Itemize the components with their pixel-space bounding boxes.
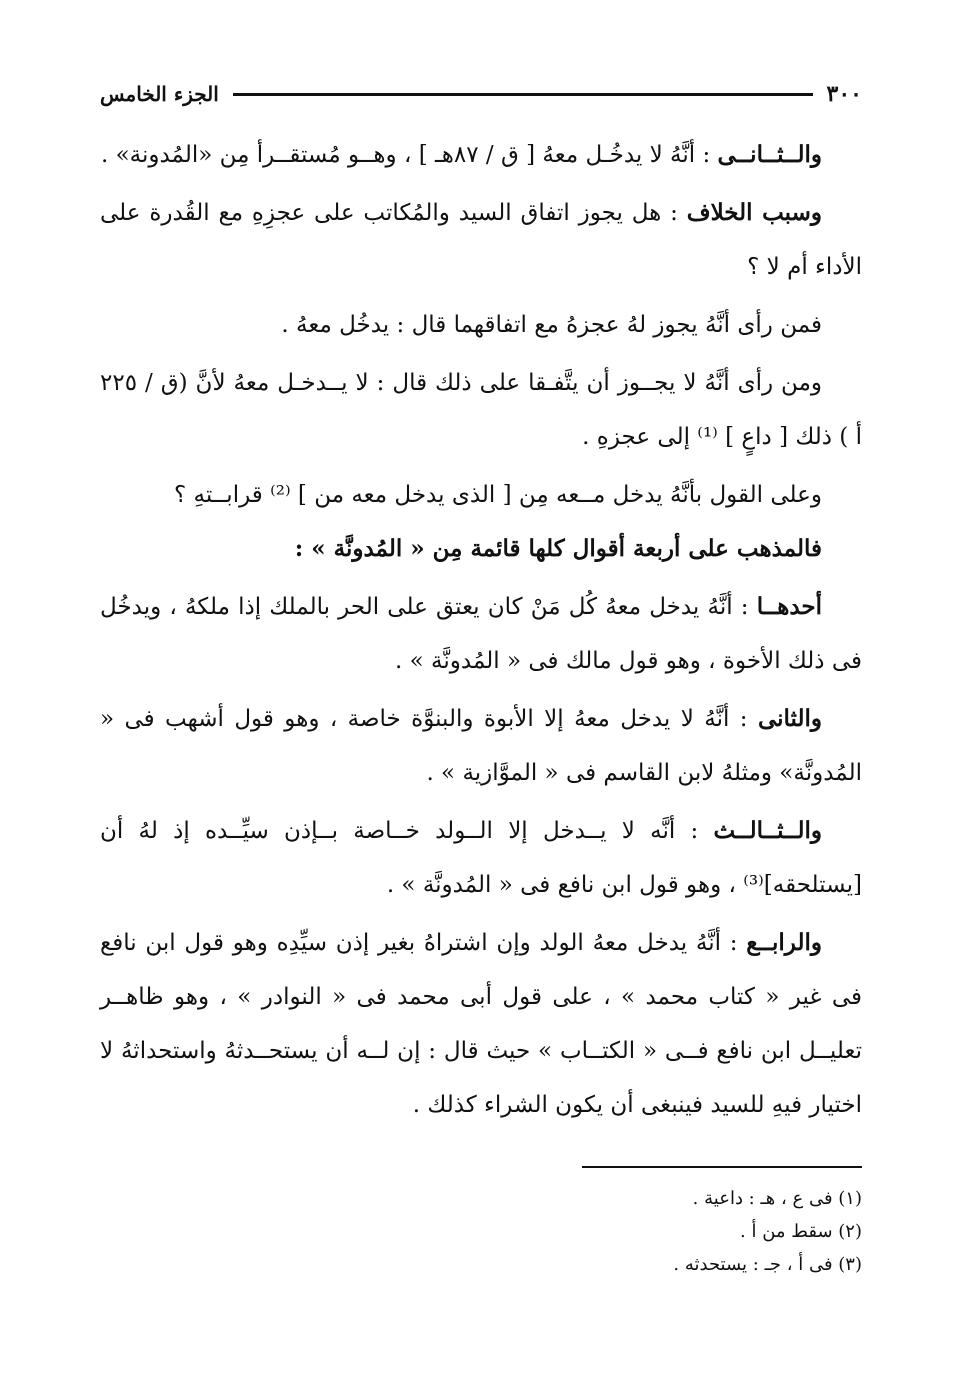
- paragraph-opinion-two: [100, 692, 862, 800]
- header-rule: [233, 93, 813, 96]
- paragraph-opinion-four: [100, 916, 862, 1132]
- paragraph-text: : أنَّهُ لا يدخل معهُ إلا الأبوة والبنوَّة خاصة ، وهو قول أشهب فى « المُدونَّة» ومثلهُ لابن القاسم فى « الموَّازية » .: [100, 706, 862, 786]
- paragraph-second-opinion: [100, 128, 862, 182]
- paragraph-text: : أنَّهُ يدخل معهُ كُل مَنْ كان يعتق على الحر بالملك إذا ملكهُ ، ويدخُل فى ذلك الأخوة ، وهو قول مالك فى « المُدونَّة » .: [100, 594, 862, 674]
- page-number: ٣٠٠: [826, 81, 862, 107]
- footnote-item: (١) فى ع ، هـ : داعية .: [692, 1188, 862, 1209]
- page-header: [100, 74, 862, 114]
- paragraph-first-view: [100, 298, 862, 352]
- paragraph-text: : أنَّهُ لا يدخُـل معهُ [ ق / ٨٧هـ ] ، وهــو مُستقــرأ مِن «المُدونة» .: [100, 142, 718, 168]
- paragraph-text: فمن رأى أنَّهُ يجوز لهُ عجزهُ مع اتفاقهما قال : يدخُل معهُ .: [281, 312, 822, 338]
- paragraph-text: : أنَّهُ يدخل معهُ الولد وإن اشتراهُ بغير إذن سيِّدِه وهو قول ابن نافع فى غير « كتاب محمد » ، على قول أبى محمد فى « النوادر » ، وهو ظاهــر تعليــل ابن نافع فــى « الكتــاب » حيث قال : إن لــه أن يستحــدثهُ واستحداثهُ لا اختيار فيهِ للسيد فينبغى أن يكون الشراء كذلك .: [100, 930, 862, 1118]
- paragraph-text: ومن رأى أنَّهُ لا يجــوز أن يتَّفـقا على ذلك قال : لا يــدخـل معهُ لأنَّ (ق / ٢٢٥ أ ) ذلك [ داعٍ ] ⁽¹⁾ إلى عجزهِ .: [100, 370, 862, 450]
- paragraph-lead: أحدهــا: [756, 593, 822, 620]
- paragraph-text: : هل يجوز اتفاق السيد والمُكاتب على عجزِهِ مع القُدرة على الأداء أم لا ؟: [100, 200, 862, 280]
- paragraph-second-view: [100, 356, 862, 464]
- footnote-item: (٣) فى أ ، جـ : يستحدثه .: [673, 1254, 862, 1275]
- paragraph-reason-of-dispute: [100, 186, 862, 294]
- paragraph-opinion-three: [100, 804, 862, 912]
- paragraph-lead: وسبب الخلاف: [686, 199, 822, 226]
- paragraph-bold-line: فالمذهب على أربعة أقوال كلها قائمة مِن « المُدونَّة » :: [294, 535, 822, 562]
- paragraph-text: : أنَّه لا يــدخل إلا الــولد خــاصة بــإذن سيِّــده إذ لهُ أن [يستلحقه]⁽³⁾ ، وهو قول ابن نافع فى « المُدونَّة » .: [100, 818, 862, 898]
- footnotes: [100, 1182, 862, 1281]
- body-text: [100, 128, 862, 1132]
- volume-title: الجزء الخامس: [100, 82, 219, 106]
- paragraph-relatives: [100, 468, 862, 576]
- book-page: [100, 74, 862, 1281]
- paragraph-lead: والــثــالــث: [713, 817, 822, 844]
- paragraph-lead: والثانى: [757, 705, 822, 732]
- paragraph-lead: والرابــع: [746, 929, 822, 956]
- paragraph-lead: والــثــانــى: [717, 141, 822, 168]
- paragraph-opinion-one: [100, 580, 862, 688]
- footnote-rule: [582, 1166, 862, 1168]
- paragraph-text: وعلى القول بأنَّهُ يدخل مــعه مِن [ الذى يدخل معه من ] ⁽²⁾ قرابــتهِ ؟: [174, 482, 822, 508]
- footnote-item: (٢) سقط من أ .: [740, 1221, 862, 1242]
